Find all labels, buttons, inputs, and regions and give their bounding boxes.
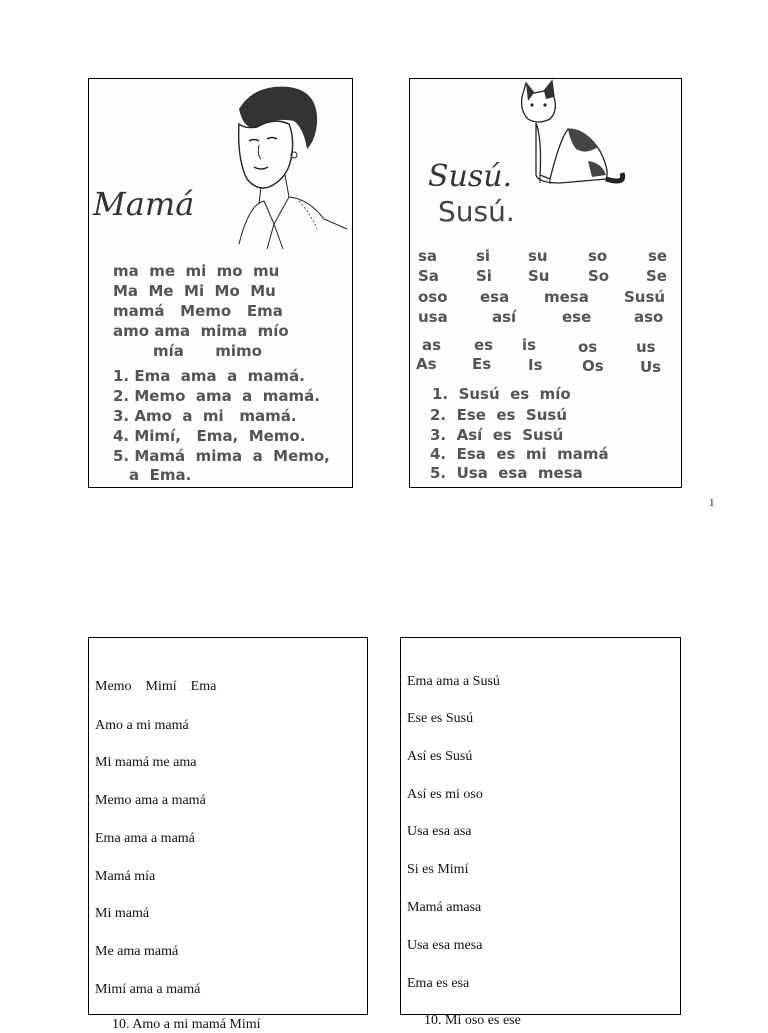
sentence-line: 2. Memo ama a mamá.	[113, 387, 320, 405]
syllable: es	[474, 336, 494, 354]
sentence-line: 1. Susú es mío	[432, 385, 571, 403]
syllable: se	[648, 247, 668, 265]
lesson-card-susu	[409, 78, 682, 488]
lesson-title-cursive: Mamá	[93, 185, 195, 223]
practice-overflow-line: 10. Amo a mi mamá Mimí	[112, 1017, 261, 1032]
practice-line: Usa esa mesa	[407, 938, 483, 953]
syllable-row: Ma Me Mi Mo Mu	[113, 282, 276, 300]
sentence-line: 5. Usa esa mesa	[430, 464, 583, 482]
syllable-row: ma me mi mo mu	[113, 262, 280, 280]
practice-line: Ese es Susú	[407, 711, 474, 726]
syllable: Os	[582, 357, 604, 375]
syllable: as	[422, 336, 442, 354]
practice-line: Ema ama a mamá	[95, 831, 195, 846]
practice-line: Memo ama a mamá	[95, 793, 206, 808]
practice-line: Amo a mi mamá	[95, 718, 189, 733]
syllable: so	[588, 247, 608, 265]
word: oso	[418, 288, 448, 306]
practice-line: Me ama mamá	[95, 944, 179, 959]
practice-line: Si es Mimí	[407, 862, 469, 877]
sentence-line: 4. Mimí, Ema, Memo.	[113, 427, 306, 445]
word: mesa	[544, 288, 589, 306]
practice-line: Ema ama a Susú	[407, 674, 500, 689]
practice-overflow-line: 10. Mi oso es ese	[424, 1013, 521, 1028]
sentence-line: a Ema.	[129, 466, 192, 484]
syllable: sa	[418, 247, 438, 265]
practice-card-left	[88, 637, 368, 1015]
sentence-line: 2. Ese es Susú	[430, 406, 568, 424]
syllable-row: amo ama mima mío	[113, 322, 289, 340]
sentence-line: 4. Esa es mi mamá	[430, 445, 609, 463]
word: Susú	[624, 288, 666, 306]
syllable: os	[578, 338, 598, 356]
syllable: As	[416, 355, 437, 373]
practice-line: Así es mi oso	[407, 787, 483, 802]
practice-line: Mi mamá	[95, 906, 150, 921]
page-number: 1	[709, 497, 715, 509]
practice-line: Mamá amasa	[407, 900, 482, 915]
syllable: Si	[476, 267, 492, 285]
practice-line: Ema es esa	[407, 976, 470, 991]
syllable: Us	[640, 358, 662, 376]
lesson-card-mama	[88, 78, 353, 488]
practice-line: Usa esa asa	[407, 824, 472, 839]
sentence-line: 1. Ema ama a mamá.	[113, 367, 305, 385]
practice-line: Mamá mía	[95, 869, 156, 884]
sentence-line: 3. Así es Susú	[430, 426, 564, 444]
syllable: Su	[528, 267, 550, 285]
word: ese	[562, 308, 592, 326]
syllable-row: mamá Memo Ema	[113, 302, 283, 320]
syllable: si	[476, 247, 491, 265]
practice-line: Así es Susú	[407, 749, 473, 764]
syllable: So	[588, 267, 610, 285]
syllable: Es	[472, 355, 492, 373]
syllable: Se	[646, 267, 667, 285]
sentence-line: 5. Mamá mima a Memo,	[113, 447, 330, 465]
word: esa	[480, 288, 510, 306]
syllable: Sa	[418, 267, 439, 285]
woman-portrait-illustration	[89, 79, 353, 254]
word: aso	[634, 308, 664, 326]
syllable: is	[522, 336, 537, 354]
practice-line: Memo Mimí Ema	[95, 679, 217, 694]
word: así	[492, 308, 517, 326]
lesson-title-print: Susú.	[438, 195, 515, 228]
practice-card-right	[400, 637, 681, 1015]
lesson-title-cursive: Susú.	[428, 159, 513, 194]
practice-line: Mimí ama a mamá	[95, 982, 201, 997]
syllable: su	[528, 247, 548, 265]
word: usa	[418, 308, 448, 326]
syllable: us	[636, 338, 656, 356]
sentence-line: 3. Amo a mi mamá.	[113, 407, 297, 425]
practice-line: Mi mamá me ama	[95, 755, 197, 770]
syllable: Is	[528, 356, 543, 374]
syllable-row: mía mimo	[153, 342, 262, 360]
